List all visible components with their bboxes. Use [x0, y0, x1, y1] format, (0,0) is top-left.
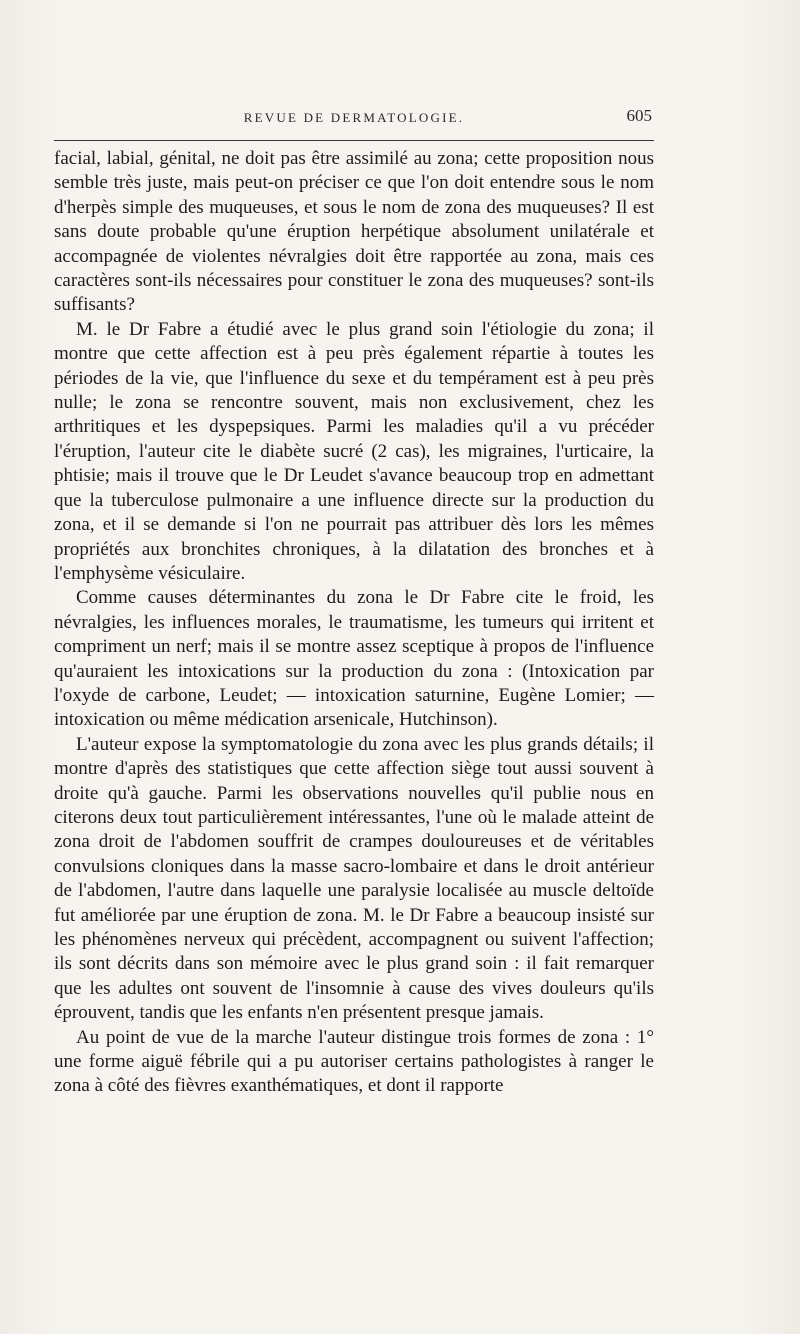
paragraph: Au point de vue de la marche l'auteur distingue trois formes de zona : 1° une forme aiguë fébrile qui a pu autoriser certains pathologistes à ranger le zona à côté des fièvres exanthématiques, et dont il rapporte — [54, 1026, 654, 1097]
paragraph: M. le Dr Fabre a étudié avec le plus grand soin l'étiologie du zona; il montre que cette affection est à peu près également répartie à toutes les périodes de la vie, que l'influence du sexe et du tempérament est à peu près nulle; le zona se rencontre souvent, mais non exclusivement, chez les arthritiques et les dyspepsiques. Parmi les maladies qu'il a vu précéder l'éruption, l'auteur cite le diabète sucré (2 cas), les migraines, l'urticaire, la phtisie; mais il trouve que le Dr Leudet s'avance beaucoup trop en admettant que la tuberculose pulmonaire a une influence directe sur la production du zona, et il se demande si l'on ne pourrait pas attribuer dès lors les mêmes propriétés aux bronchites chroniques, à la dilatation des bronches et à l'emphysème vésiculaire. — [54, 318, 654, 584]
body-text — [54, 147, 654, 1099]
paragraph: Comme causes déterminantes du zona le Dr Fabre cite le froid, les névralgies, les influences morales, le traumatisme, les tumeurs qui irritent et compriment un nerf; mais il se montre assez sceptique à propos de l'influence qu'auraient les intoxications sur la production du zona : (Intoxication par l'oxyde de carbone, Leudet; — intoxication saturnine, Eugène Lomier; — intoxication ou même médication arsenicale, Hutchinson). — [54, 587, 654, 731]
running-title: REVUE DE DERMATOLOGIE. — [243, 110, 465, 125]
header-rule — [54, 140, 654, 141]
page-number: 605 — [626, 106, 652, 125]
page-header — [54, 104, 654, 134]
paragraph: L'auteur expose la symptomatologie du zona avec les plus grands détails; il montre d'après des statistiques que cette affection siège tout aussi souvent à droite qu'à gauche. Parmi les observations nouvelles qu'il publie nous en citerons deux tout particulièrement intéressantes, l'une où le malade atteint de zona droit de l'abdomen souffrit de crampes douloureuses et de véritables convulsions cloniques dans la masse sacro-lombaire et dans le droit antérieur de l'abdomen, l'autre dans laquelle une paralysie localisée au muscle deltoïde fut améliorée par une éruption de zona. M. le Dr Fabre a beaucoup insisté sur les phénomènes nerveux qui précèdent, accompagnent ou suivent l'affection; ils sont décrits dans son mémoire avec le plus grand soin : il fait remarquer que les adultes ont souvent de l'insomnie à cause des vives douleurs qu'ils éprouvent, tandis que les enfants n'en présentent presque jamais. — [54, 733, 654, 1024]
paragraph: facial, labial, génital, ne doit pas être assimilé au zona; cette proposition nous semble très juste, mais peut-on préciser ce que l'on doit entendre sous le nom d'herpès simple des muqueuses, et sous le nom de zona des muqueuses? Il est sans doute probable qu'une éruption herpétique absolument unilatérale et accompagnée de violentes névralgies doit être rapportée au zona, mais ces caractères sont-ils nécessaires pour constituer le zona des muqueuses? sont-ils suffisants? — [54, 148, 654, 316]
